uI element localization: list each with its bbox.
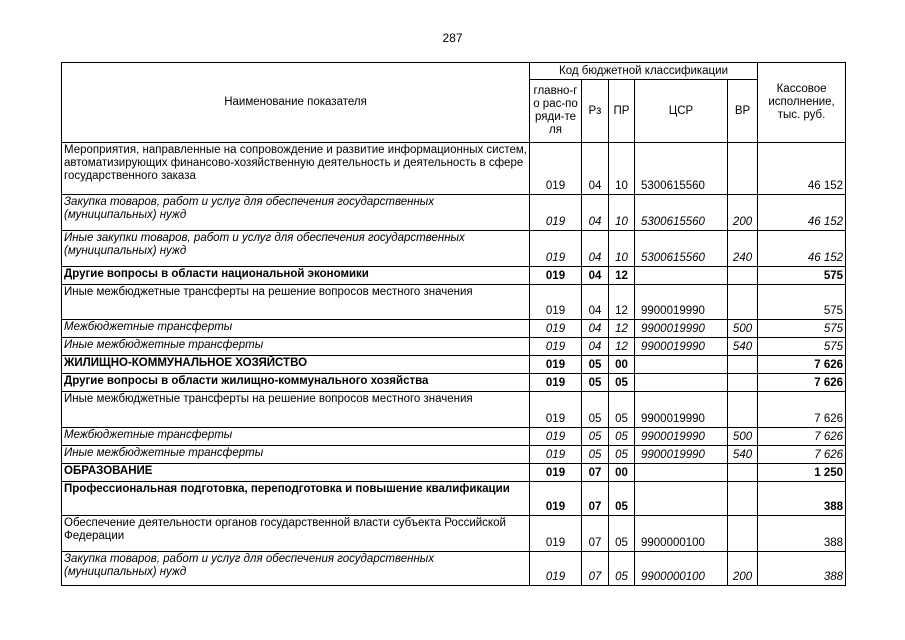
cell-pr: 12 <box>609 320 635 338</box>
cell-vr <box>728 516 758 552</box>
header-glav: главно-го рас-поряди-теля <box>530 80 582 143</box>
cell-glav: 019 <box>530 392 582 428</box>
cell-name: Иные закупки товаров, работ и услуг для обеспечения государственных (муниципальных) нужд <box>62 231 530 267</box>
cell-vr: 240 <box>728 231 758 267</box>
cell-vr: 540 <box>728 446 758 464</box>
cell-csr: 9900000100 <box>635 516 728 552</box>
cell-pr: 00 <box>609 356 635 374</box>
cell-glav: 019 <box>530 285 582 320</box>
cell-rz: 05 <box>582 356 609 374</box>
cell-name: ЖИЛИЩНО-КОММУНАЛЬНОЕ ХОЗЯЙСТВО <box>62 356 530 374</box>
cell-glav: 019 <box>530 552 582 586</box>
cell-glav: 019 <box>530 482 582 516</box>
cell-pr: 12 <box>609 285 635 320</box>
cell-rz: 07 <box>582 464 609 482</box>
cell-vr <box>728 392 758 428</box>
cell-rz: 05 <box>582 392 609 428</box>
cell-rz: 04 <box>582 285 609 320</box>
cell-csr: 9900019990 <box>635 428 728 446</box>
cell-pr: 10 <box>609 231 635 267</box>
cell-pr: 05 <box>609 446 635 464</box>
cell-amount: 46 152 <box>758 143 846 195</box>
header-vr: ВР <box>728 80 758 143</box>
cell-rz: 07 <box>582 482 609 516</box>
cell-name: Межбюджетные трансферты <box>62 428 530 446</box>
cell-rz: 04 <box>582 267 609 285</box>
cell-csr <box>635 374 728 392</box>
cell-amount: 46 152 <box>758 195 846 231</box>
cell-pr: 05 <box>609 516 635 552</box>
table-row <box>62 338 846 356</box>
header-kbk: Код бюджетной классификации <box>530 63 758 80</box>
cell-amount: 575 <box>758 338 846 356</box>
cell-name: Мероприятия, направленные на сопровождение и развитие информационных систем, автоматизирующих финансово-хозяйственную деятельность и деятельность в сфере государственного заказа <box>62 143 530 195</box>
cell-glav: 019 <box>530 195 582 231</box>
cell-glav: 019 <box>530 464 582 482</box>
cell-vr: 200 <box>728 552 758 586</box>
cell-vr: 500 <box>728 320 758 338</box>
header-amount: Кассовое исполнение, тыс. руб. <box>758 63 846 143</box>
cell-glav: 019 <box>530 231 582 267</box>
cell-pr: 00 <box>609 464 635 482</box>
table-body <box>62 143 846 586</box>
cell-glav: 019 <box>530 428 582 446</box>
cell-vr <box>728 267 758 285</box>
cell-amount: 575 <box>758 267 846 285</box>
table-row <box>62 374 846 392</box>
cell-csr: 9900019990 <box>635 320 728 338</box>
cell-csr <box>635 482 728 516</box>
cell-name: Межбюджетные трансферты <box>62 320 530 338</box>
cell-rz: 04 <box>582 231 609 267</box>
cell-csr <box>635 356 728 374</box>
cell-name: Иные межбюджетные трансферты на решение вопросов местного значения <box>62 285 530 320</box>
cell-amount: 7 626 <box>758 428 846 446</box>
cell-name: Профессиональная подготовка, переподготовка и повышение квалификации <box>62 482 530 516</box>
cell-pr: 05 <box>609 374 635 392</box>
cell-name: Иные межбюджетные трансферты <box>62 446 530 464</box>
cell-amount: 575 <box>758 320 846 338</box>
table-row <box>62 285 846 320</box>
cell-vr: 500 <box>728 428 758 446</box>
budget-table <box>61 62 846 586</box>
cell-name: Закупка товаров, работ и услуг для обеспечения государственных (муниципальных) нужд <box>62 552 530 586</box>
table-row <box>62 516 846 552</box>
cell-vr <box>728 143 758 195</box>
table-row <box>62 392 846 428</box>
cell-vr <box>728 285 758 320</box>
header-pr: ПР <box>609 80 635 143</box>
table-row <box>62 482 846 516</box>
cell-name: Другие вопросы в области национальной экономики <box>62 267 530 285</box>
cell-name: Другие вопросы в области жилищно-коммунального хозяйства <box>62 374 530 392</box>
cell-vr: 200 <box>728 195 758 231</box>
cell-amount: 388 <box>758 552 846 586</box>
cell-vr <box>728 482 758 516</box>
cell-pr: 12 <box>609 267 635 285</box>
table-row <box>62 231 846 267</box>
cell-rz: 05 <box>582 374 609 392</box>
cell-amount: 7 626 <box>758 374 846 392</box>
cell-vr <box>728 464 758 482</box>
page-number: 287 <box>442 31 463 45</box>
cell-csr: 9900000100 <box>635 552 728 586</box>
cell-amount: 1 250 <box>758 464 846 482</box>
cell-rz: 04 <box>582 338 609 356</box>
cell-name: Иные межбюджетные трансферты на решение вопросов местного значения <box>62 392 530 428</box>
header-csr: ЦСР <box>635 80 728 143</box>
cell-csr <box>635 267 728 285</box>
cell-pr: 10 <box>609 195 635 231</box>
cell-glav: 019 <box>530 356 582 374</box>
cell-rz: 05 <box>582 446 609 464</box>
cell-csr <box>635 464 728 482</box>
cell-amount: 575 <box>758 285 846 320</box>
table-row <box>62 446 846 464</box>
cell-amount: 7 626 <box>758 392 846 428</box>
table-row <box>62 267 846 285</box>
table-row <box>62 428 846 446</box>
cell-csr: 9900019990 <box>635 392 728 428</box>
cell-glav: 019 <box>530 320 582 338</box>
cell-name: Обеспечение деятельности органов государственной власти субъекта Российской Федерации <box>62 516 530 552</box>
cell-glav: 019 <box>530 338 582 356</box>
cell-csr: 5300615560 <box>635 195 728 231</box>
cell-amount: 7 626 <box>758 446 846 464</box>
cell-name: Иные межбюджетные трансферты <box>62 338 530 356</box>
cell-rz: 04 <box>582 143 609 195</box>
cell-csr: 9900019990 <box>635 338 728 356</box>
cell-vr: 540 <box>728 338 758 356</box>
table-row <box>62 143 846 195</box>
cell-rz: 05 <box>582 428 609 446</box>
cell-vr <box>728 374 758 392</box>
cell-pr: 12 <box>609 338 635 356</box>
cell-csr: 9900019990 <box>635 446 728 464</box>
cell-glav: 019 <box>530 516 582 552</box>
table-row <box>62 356 846 374</box>
table-row <box>62 195 846 231</box>
cell-glav: 019 <box>530 143 582 195</box>
cell-csr: 5300615560 <box>635 143 728 195</box>
cell-rz: 07 <box>582 552 609 586</box>
cell-pr: 05 <box>609 482 635 516</box>
cell-rz: 04 <box>582 195 609 231</box>
cell-amount: 46 152 <box>758 231 846 267</box>
cell-pr: 05 <box>609 392 635 428</box>
cell-amount: 7 626 <box>758 356 846 374</box>
cell-csr: 9900019990 <box>635 285 728 320</box>
table-row <box>62 552 846 586</box>
header-name: Наименование показателя <box>62 63 530 143</box>
table-row <box>62 320 846 338</box>
cell-pr: 05 <box>609 552 635 586</box>
cell-csr: 5300615560 <box>635 231 728 267</box>
cell-vr <box>728 356 758 374</box>
cell-name: ОБРАЗОВАНИЕ <box>62 464 530 482</box>
cell-rz: 04 <box>582 320 609 338</box>
cell-amount: 388 <box>758 516 846 552</box>
cell-glav: 019 <box>530 446 582 464</box>
table-row <box>62 464 846 482</box>
cell-rz: 07 <box>582 516 609 552</box>
header-rz: Рз <box>582 80 609 143</box>
cell-pr: 10 <box>609 143 635 195</box>
cell-glav: 019 <box>530 267 582 285</box>
cell-pr: 05 <box>609 428 635 446</box>
cell-glav: 019 <box>530 374 582 392</box>
cell-amount: 388 <box>758 482 846 516</box>
cell-name: Закупка товаров, работ и услуг для обеспечения государственных (муниципальных) нужд <box>62 195 530 231</box>
